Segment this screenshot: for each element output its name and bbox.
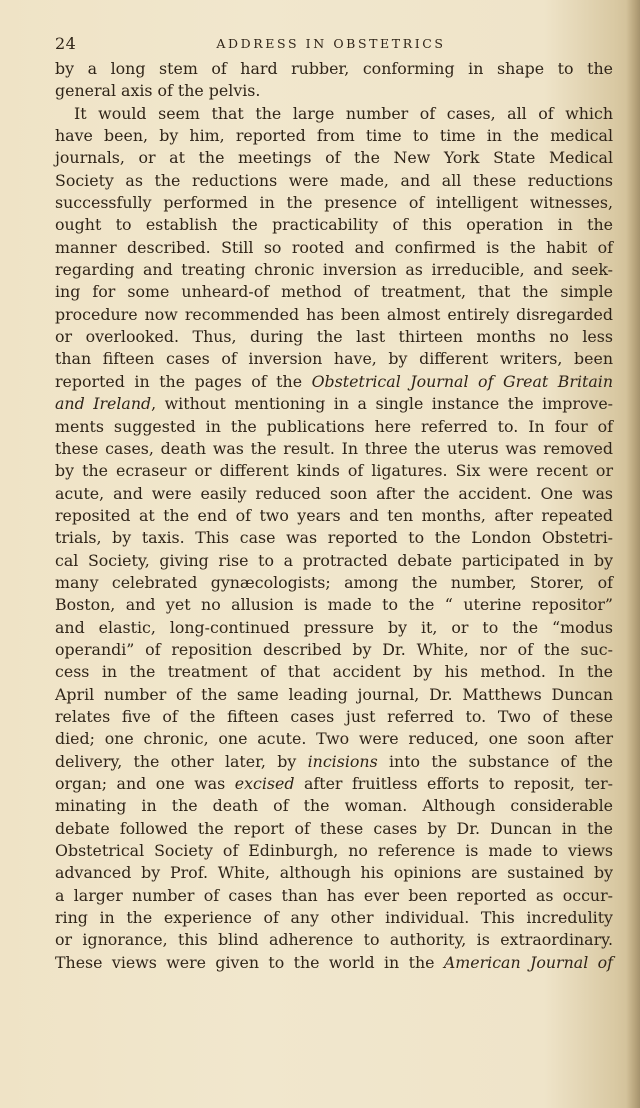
text-line: and elastic, long-continued pressure by it, or to the “modus: [55, 617, 613, 637]
text-line: [55, 393, 613, 415]
text-line: operandi” of reposition described by Dr. White, nor of the suc-: [55, 639, 613, 659]
text-line: by the ecraseur or different kinds of ligatures. Six were recent or: [55, 461, 613, 481]
text-line: relates five of the fifteen cases just referred to. Two of these: [55, 706, 613, 726]
text-line: April number of the same leading journal, Dr. Matthews Duncan: [55, 684, 613, 704]
text-segment: delivery, the other later, by: [55, 751, 308, 771]
text-line: have been, by him, reported from time to time in the medical: [55, 126, 613, 146]
text-line: ing for some unheard-of method of treatment, that the simple: [55, 282, 613, 302]
text-line: general axis of the pelvis.: [55, 81, 261, 101]
page-number: 24: [55, 34, 77, 53]
text-line: acute, and were easily reduced soon after the accident. One was: [55, 483, 613, 503]
text-line: successfully performed in the presence of intelligent witnesses,: [55, 193, 613, 213]
text-line: debate followed the report of these cases by Dr. Duncan in the: [55, 818, 613, 838]
text-segment: These views were given to the world in the: [55, 952, 444, 972]
italic-title: incisions: [307, 751, 378, 771]
text-line: advanced by Prof. White, although his opinions are sustained by: [55, 863, 613, 883]
text-line: trials, by taxis. This case was reported to the London Obstetri-: [55, 528, 613, 548]
text-line: a larger number of cases than has ever been reported as occur-: [55, 885, 613, 905]
text-segment: after fruitless efforts to reposit, ter-: [294, 774, 614, 793]
text-line: died; one chronic, one acute. Two were reduced, one soon after: [55, 729, 613, 749]
running-head: ADDRESS IN OBSTETRICS: [216, 36, 446, 51]
text-line: ments suggested in the publications here referred to. In four of: [55, 416, 613, 436]
text-line: manner described. Still so rooted and confirmed is the habit of: [55, 237, 613, 257]
text-line: cess in the treatment of that accident by his method. In the: [55, 662, 613, 682]
italic-title: and Ireland: [55, 394, 152, 414]
text-line: regarding and treating chronic inversion as irreducible, and seek-: [55, 260, 613, 280]
text-line: Boston, and yet no allusion is made to the “ uterine repositor”: [55, 595, 613, 615]
text-line: [55, 751, 613, 773]
text-line: ought to establish the practicability of this operation in the: [55, 215, 613, 235]
text-line: reposited at the end of two years and ten months, after repeated: [55, 505, 613, 525]
text-line: It would seem that the large number of cases, all of which: [74, 103, 613, 123]
text-line: [55, 773, 613, 795]
italic-title: excised: [234, 774, 295, 793]
text-line: cal Society, giving rise to a protracted debate participated in by: [55, 550, 613, 570]
text-line: [55, 371, 613, 393]
text-line: Obstetrical Society of Edinburgh, no reference is made to views: [55, 841, 613, 861]
text-line: many celebrated gynæcologists; among the number, Storer, of: [55, 572, 613, 592]
text-line: or overlooked. Thus, during the last thirteen months no less: [55, 327, 613, 347]
text-segment: , without mentioning in a single instance the improve-: [151, 394, 614, 414]
text-line: or ignorance, this blind adherence to authority, is extraordinary.: [55, 930, 613, 950]
text-line: minating in the death of the woman. Although considerable: [55, 796, 613, 816]
text-line: journals, or at the meetings of the New York State Medical: [55, 148, 613, 168]
italic-title: American Journal of: [443, 952, 613, 972]
text-line: Society as the reductions were made, and all these reductions: [55, 170, 613, 190]
text-line: than fifteen cases of inversion have, by different writers, been: [55, 349, 613, 369]
text-segment: organ; and one was: [55, 774, 235, 793]
page-header: [55, 34, 607, 56]
text-segment: into the substance of the: [377, 751, 613, 771]
italic-title: Obstetrical Journal of Great Britain: [311, 371, 614, 391]
text-line: these cases, death was the result. In three the uterus was removed: [55, 438, 613, 458]
body-text: [55, 58, 613, 974]
text-segment: reported in the pages of the: [55, 371, 312, 391]
page-edge-shadow: [626, 0, 640, 1108]
text-line: [55, 952, 613, 974]
text-line: procedure now recommended has been almost entirely disregarded: [55, 304, 613, 324]
text-line: by a long stem of hard rubber, conforming in shape to the: [55, 59, 613, 78]
text-line: ring in the experience of any other individual. This incredulity: [55, 908, 613, 928]
